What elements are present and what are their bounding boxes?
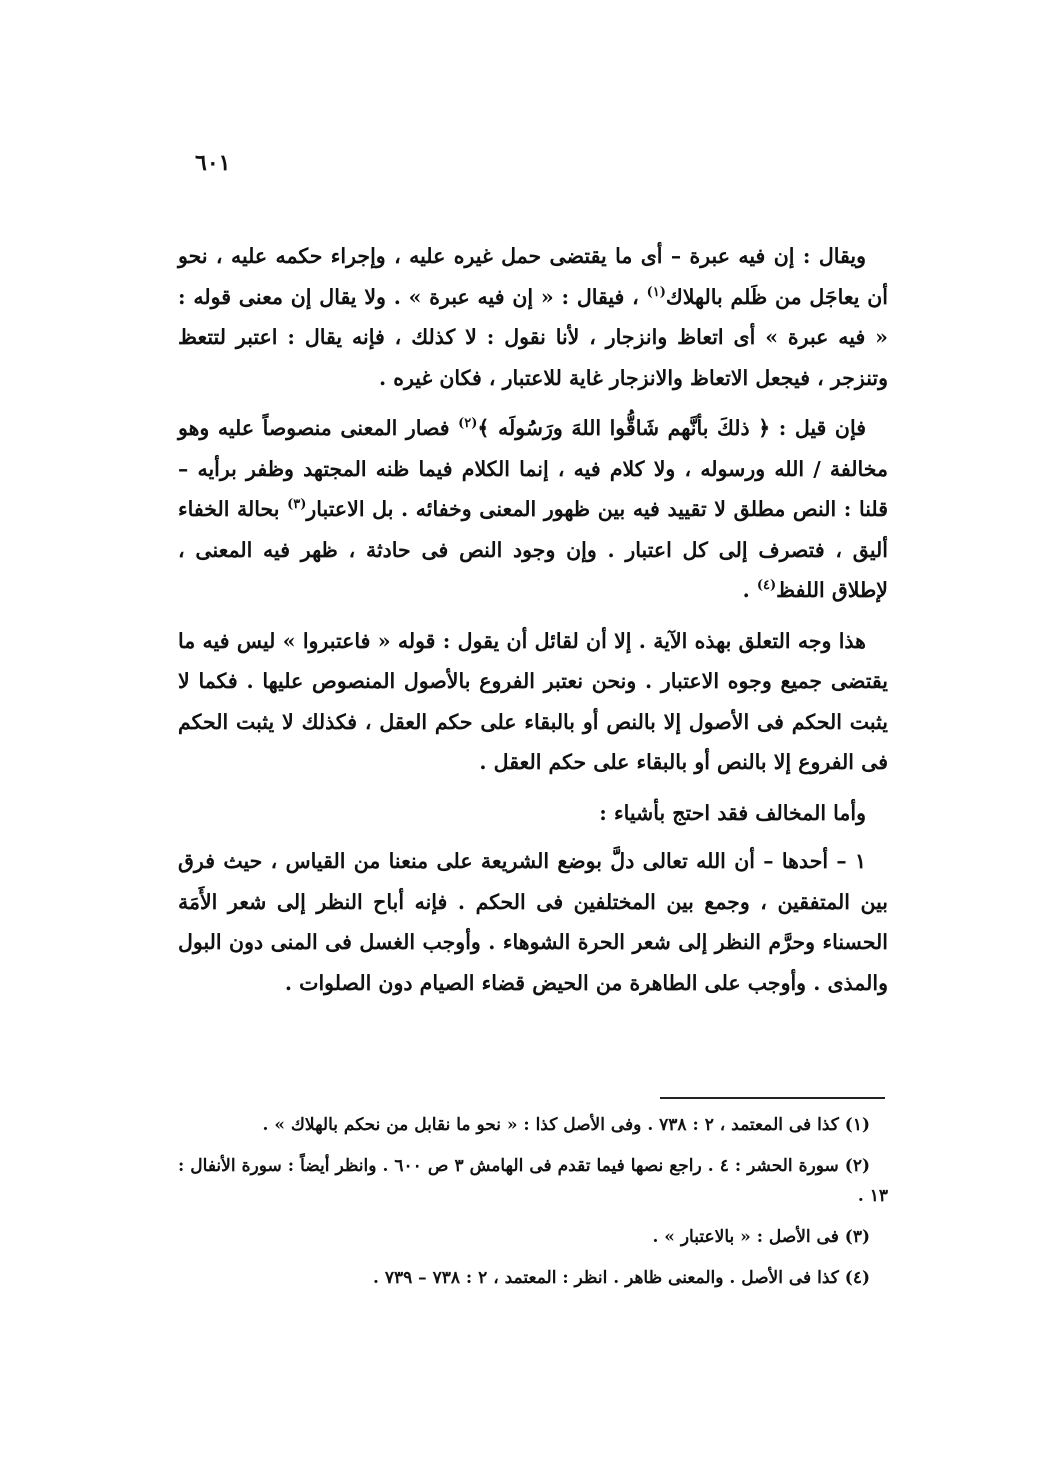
- paragraph-1-text-a: ويقال : إن فيه عبرة – أى ما يقتضى حمل غيره عليه ، وإجراء حكمه عليه ، نحو أن يعاجَل من ظَلم بالهلاك: [178, 244, 888, 309]
- footnote-ref-2: (٢): [458, 416, 478, 432]
- paragraph-2-text-c: بحالة الخفاء أليق ، فتصرف إلى كل اعتبار . وإن وجود النص فى حادثة ، ظهر فيه المعنى ، لإطلاق اللفظ: [178, 497, 888, 602]
- footnote-2: (٢) سورة الحشر : ٤ . راجع نصها فيما تقدم فى الهامش ٣ ص ٦٠٠ . وانظر أيضاً : سورة الأنفال : ١٣ .: [178, 1156, 888, 1206]
- footnote-1: (١) كذا فى المعتمد ، ٢ : ٧٣٨ . وفى الأصل كذا : « نحو ما نقابل من نحكم بالهلاك » .: [262, 1115, 870, 1135]
- footnote-divider: [660, 1097, 885, 1099]
- paragraph-4: وأما المخالف فقد احتج بأشياء :: [599, 800, 866, 825]
- page-number: ٦٠١: [195, 150, 231, 176]
- footnote-ref-3: (٣): [287, 497, 307, 513]
- paragraph-1-text-b: ، فيقال : « إن فيه عبرة » . ولا يقال إن معنى قوله : « فيه عبرة » أى اتعاظ وانزجار ، لأنا نقول : لا كذلك ، فإنه يقال : اعتبر لتتعظ وتنزجر ، فيجعل الاتعاظ والانزجار غاية للاعتبار ، فكان غيره .: [178, 284, 888, 390]
- paragraph-5: ١ – أحدها – أن الله تعالى دلَّ بوضع الشريعة على منعنا من القياس ، حيث فرق بين المتفقين ، وجمع بين المختلفين فى الحكم . فإنه أباح النظر إلى شعر الأَمَة الحسناء وحرَّم النظر إلى شعر الحرة الشوهاء . وأوجب الغسل فى المنى دون البول والمذى . وأوجب على الطاهرة من الحيض قضاء الصيام دون الصلوات .: [178, 849, 888, 995]
- paragraph-2-text-d: .: [742, 578, 757, 602]
- footnote-ref-4: (٤): [756, 578, 777, 594]
- main-text: [178, 236, 888, 1013]
- paragraph-2-text-a: فإن قيل : ﴿ ذلكَ بأنَّهم شَاقُّوا اللهَ ورَسُولَه ﴾: [477, 416, 867, 440]
- paragraph-1: [178, 236, 888, 398]
- footnotes: [178, 1110, 888, 1304]
- paragraph-2: [178, 408, 888, 611]
- footnote-4: (٤) كذا فى الأصل . والمعنى ظاهر . انظر : المعتمد ، ٢ : ٧٣٨ – ٧٣٩ .: [373, 1268, 870, 1288]
- footnote-ref-1: (١): [646, 284, 666, 300]
- paragraph-3: هذا وجه التعلق بهذه الآية . إلا أن لقائل أن يقول : قوله « فاعتبروا » ليس فيه ما يقتضى جميع وجوه الاعتبار . ونحن نعتبر الفروع بالأصول المنصوص عليها . فكما لا يثبت الحكم فى الأصول إلا بالنص أو بالبقاء على حكم العقل ، فكذلك لا يثبت الحكم فى الفروع إلا بالنص أو بالبقاء على حكم العقل .: [178, 628, 888, 774]
- paragraph-2-text-b: فصار المعنى منصوصاً عليه وهو مخالفة / الله ورسوله ، ولا كلام فيه ، إنما الكلام فيما ظنه المجتهد وظفر برأيه – قلنا : النص مطلق لا تقييد فيه بين ظهور المعنى وخفائه . بل الاعتبار: [178, 416, 888, 521]
- footnote-3: (٣) فى الأصل : « بالاعتبار » .: [652, 1227, 870, 1247]
